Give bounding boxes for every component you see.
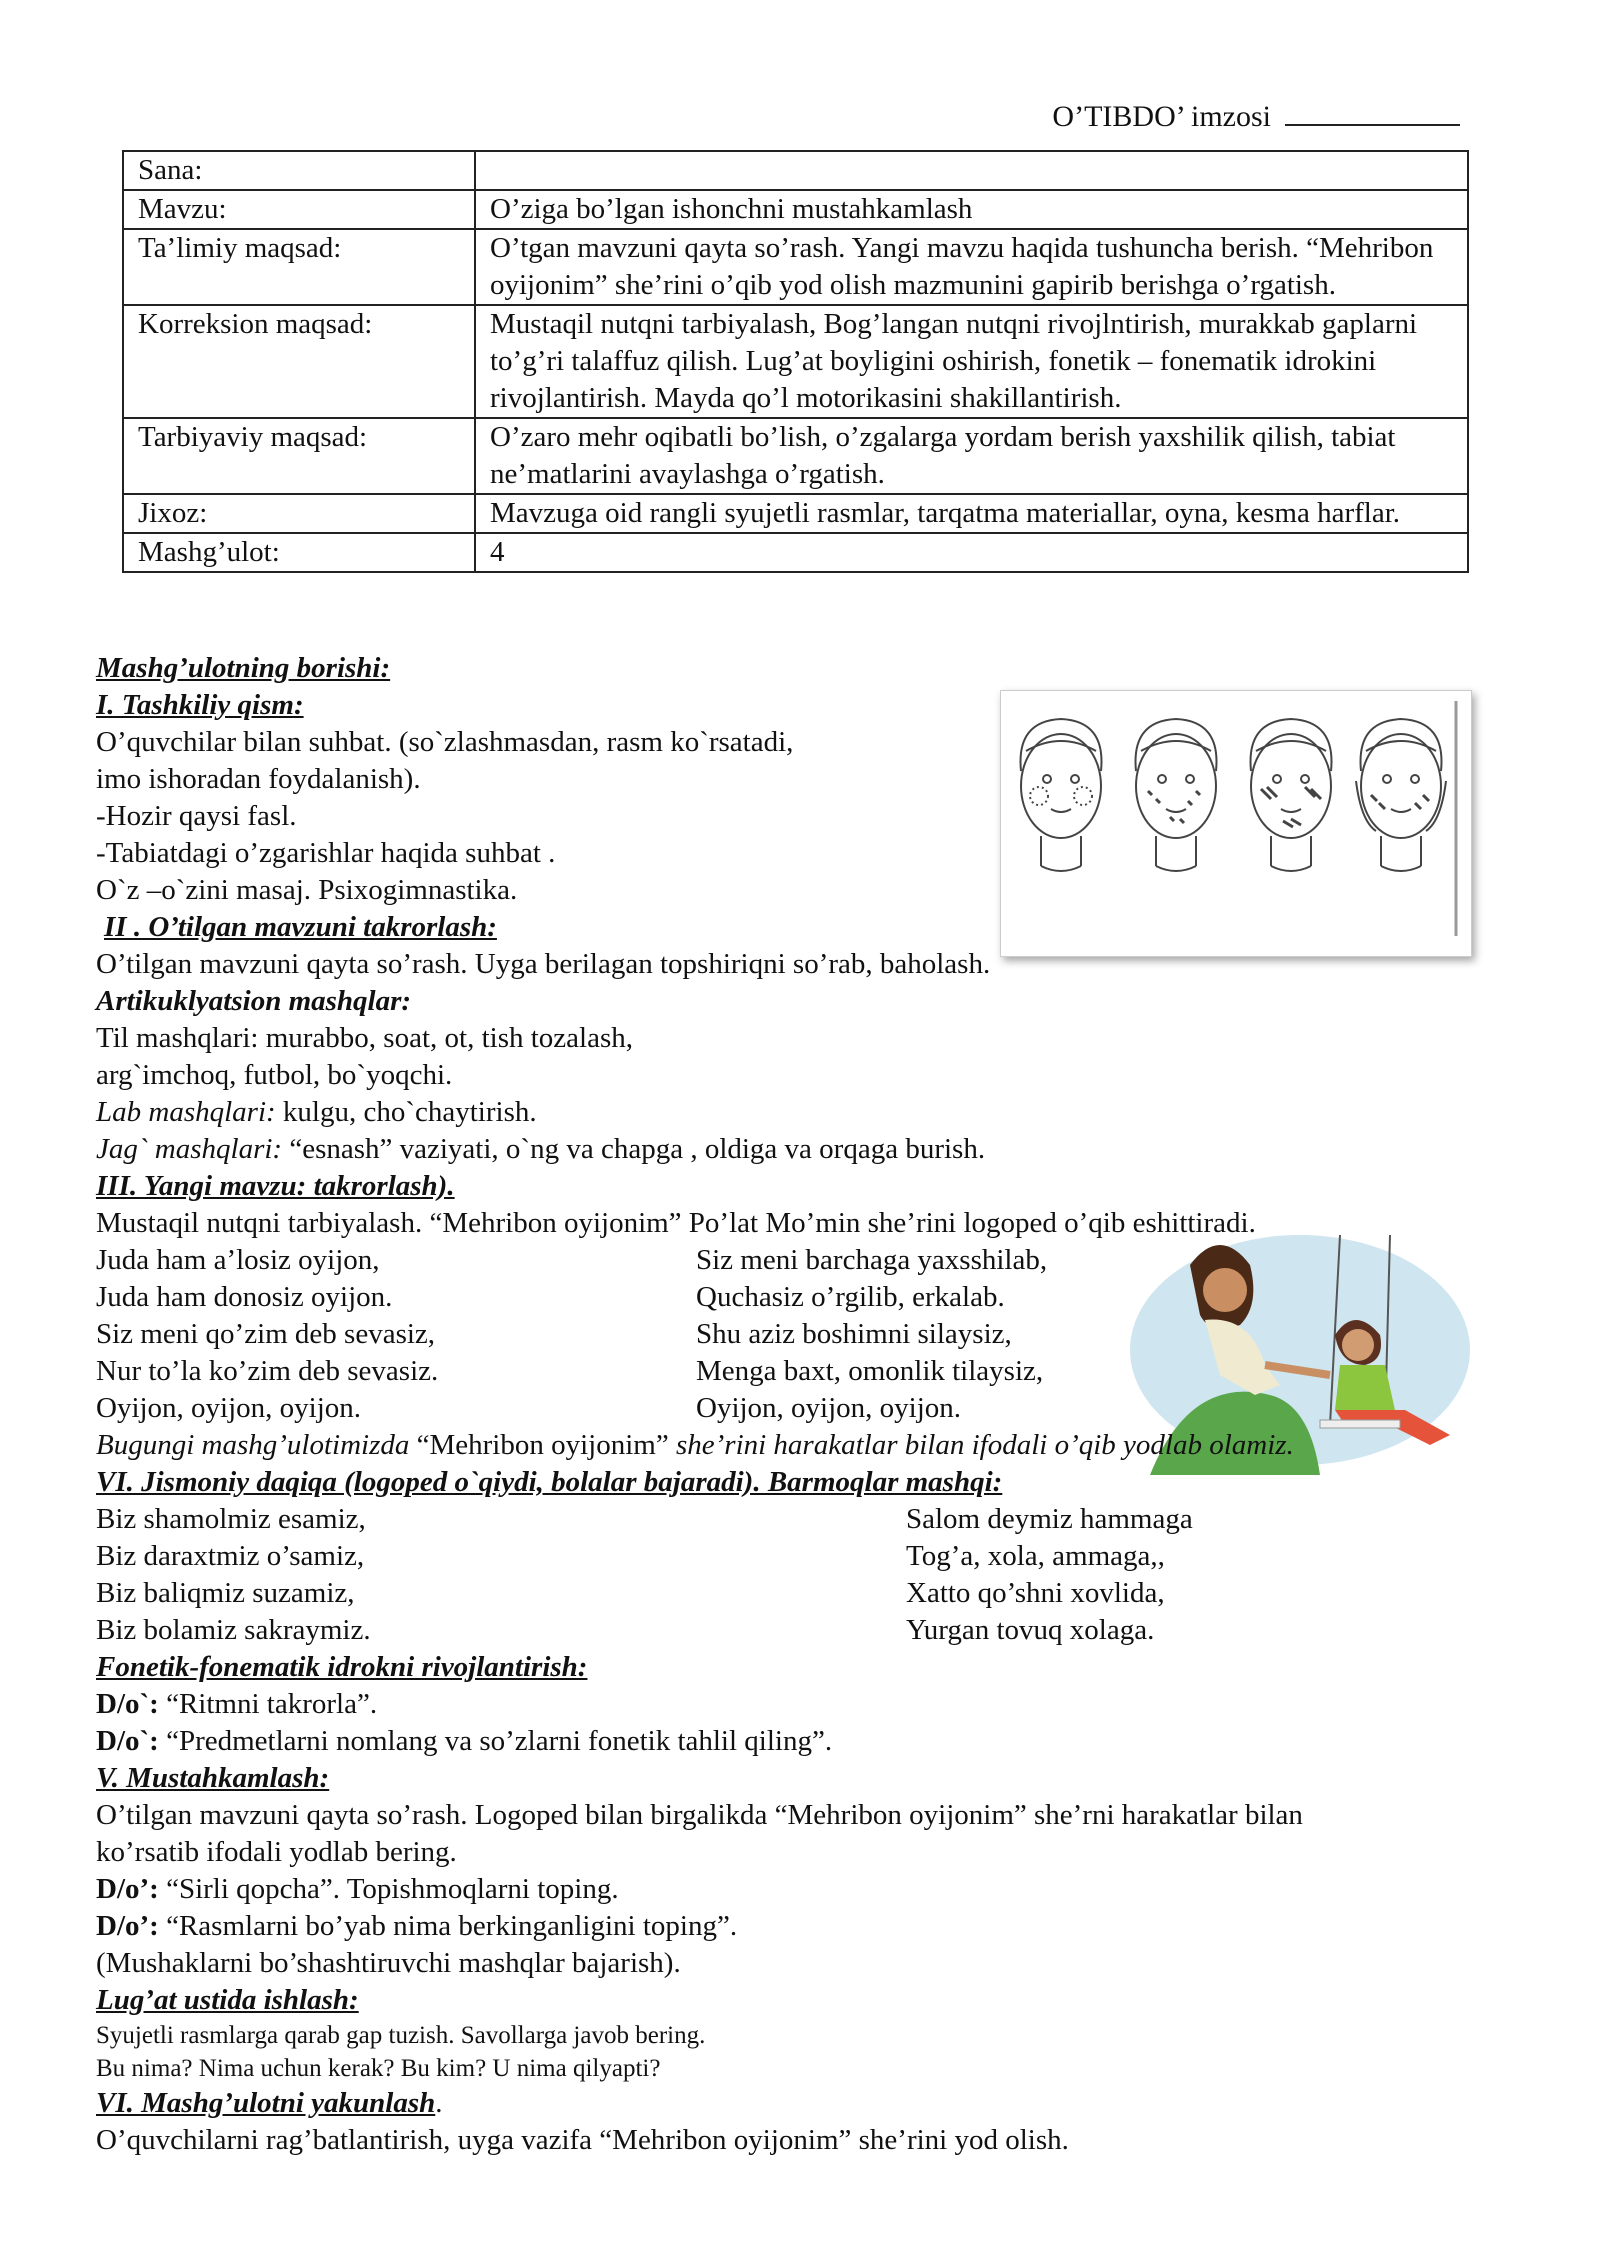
row-value: O’zaro mehr oqibatli bo’lish, o’zgalarga yordam berish yaxshilik qilish, tabiat ne’matlarini avaylashga o’rgatish.	[475, 418, 1468, 494]
text-line	[96, 1871, 1496, 1908]
table-row	[123, 494, 1468, 533]
text-line	[96, 1686, 1496, 1723]
row-value: O’tgan mavzuni qayta so’rash. Yangi mavzu haqida tushuncha berish. “Mehribon oyijonim” she’rini o’qib yod olish mazmunini gapirib berishga o’rgatish.	[475, 229, 1468, 305]
row-key: Jixoz:	[123, 494, 475, 533]
subheading-artikulyatsion: Artikuklyatsion mashqlar:	[96, 985, 412, 1017]
bugungi-part: she’rini harakatlar bilan ifodali o’qib yodlab olamiz.	[668, 1429, 1294, 1461]
text-line: imo ishoradan foydalanish).	[96, 763, 421, 795]
text-line: arg`imchoq, futbol, bo`yoqchi.	[96, 1059, 453, 1091]
text-line	[96, 1427, 1496, 1464]
signature-line	[1285, 98, 1460, 126]
text-line: O’quvchilarni rag’batlantirish, uyga vazifa “Mehribon oyijonim” she’rini yod olish.	[96, 2124, 1069, 2156]
table-row	[123, 190, 1468, 229]
exercise-rhymes-block	[96, 1501, 1496, 1649]
rhyme-line: Tog’a, xola, ammaga,,	[906, 1540, 1165, 1572]
row-key: Korreksion maqsad:	[123, 305, 475, 418]
row-value	[475, 151, 1468, 190]
poem-block	[96, 1242, 1496, 1427]
lab-text: kulgu, cho`chaytirish.	[275, 1096, 537, 1128]
row-value: 4	[475, 533, 1468, 572]
text-line: O’quvchilar bilan suhbat. (so`zlashmasdan, rasm ko`rsatadi,	[96, 726, 794, 758]
section-heading-lugat: Lug’at ustida ishlash:	[96, 1984, 359, 2016]
poem-line: Oyijon, oyijon, oyijon.	[696, 1392, 962, 1424]
section-heading-yakunlash: VI. Mashg’ulotni yakunlash.	[96, 2087, 443, 2119]
rhyme-line: Biz bolamiz sakraymiz.	[96, 1614, 371, 1646]
lab-label: Lab mashqlari:	[96, 1096, 276, 1128]
bugungi-part: Bugungi mashg’ulotimizda	[96, 1429, 417, 1461]
rhyme-left-column	[96, 1501, 371, 1649]
text-line: Bu nima? Nima uchun kerak? Bu kim? U nima qilyapti?	[96, 2055, 661, 2082]
poem-line: Shu aziz boshimni silaysiz,	[696, 1318, 1012, 1350]
rhyme-line: Xatto qo’shni xovlida,	[906, 1577, 1165, 1609]
section-heading-tashkiliy: I. Tashkiliy qism:	[96, 689, 304, 721]
table-row	[123, 533, 1468, 572]
poem-line: Juda ham a’losiz oyijon,	[96, 1244, 380, 1276]
section-heading-yangi-mavzu: III. Yangi mavzu: takrorlash).	[96, 1170, 455, 1202]
row-key: Tarbiyaviy maqsad:	[123, 418, 475, 494]
rhyme-right-column	[906, 1501, 1193, 1649]
lesson-body	[96, 650, 1496, 2159]
rhyme-line: Biz baliqmiz suzamiz,	[96, 1577, 355, 1609]
game-label: D/o’:	[96, 1910, 159, 1942]
signature-label: O’TIBDO’ imzosi	[1052, 100, 1271, 133]
game-label: D/o`:	[96, 1725, 159, 1757]
section-heading-jismoniy: VI. Jismoniy daqiqa (logoped o`qiydi, bolalar bajaradi). Barmoqlar mashqi:	[96, 1466, 1003, 1498]
jag-label: Jag` mashqlari:	[96, 1133, 283, 1165]
poem-line: Siz meni barchaga yaxsshilab,	[696, 1244, 1048, 1276]
text-line	[96, 1908, 1496, 1945]
table-row	[123, 229, 1468, 305]
rhyme-line: Biz shamolmiz esamiz,	[96, 1503, 366, 1535]
table-row	[123, 305, 1468, 418]
text-line: Mustaqil nutqni tarbiyalash. “Mehribon oyijonim” Po’lat Mo’min she’rini logoped o’qib eshittiradi.	[96, 1207, 1256, 1239]
game-label: D/o`:	[96, 1688, 159, 1720]
poem-right-column	[696, 1242, 1047, 1427]
section-heading-takrorlash: II . O’tilgan mavzuni takrorlash:	[104, 911, 497, 943]
text-line: O’tilgan mavzuni qayta so’rash. Logoped bilan birgalikda “Mehribon oyijonim” she’rni harakatlar bilan	[96, 1799, 1303, 1831]
rhyme-line: Salom deymiz hammaga	[906, 1503, 1193, 1535]
table-row	[123, 418, 1468, 494]
game-text: “Ritmni takrorla”.	[158, 1688, 378, 1720]
row-value: O’ziga bo’lgan ishonchni mustahkamlash	[475, 190, 1468, 229]
poem-left-column	[96, 1242, 438, 1427]
section-heading-mustahkamlash: V. Mustahkamlash:	[96, 1762, 330, 1794]
table-row	[123, 151, 1468, 190]
section-heading-borishi: Mashg’ulotning borishi:	[96, 652, 391, 684]
row-value: Mavzuga oid rangli syujetli rasmlar, tarqatma materiallar, oyna, kesma harflar.	[475, 494, 1468, 533]
game-label: D/o’:	[96, 1873, 159, 1905]
row-value: Mustaqil nutqni tarbiyalash, Bog’langan nutqni rivojlntirish, murakkab gaplarni to’g’ri talaffuz qilish. Lug’at boyligini oshirish, fonetik – fonematik idrokini rivojlantirish. Mayda qo’l motorikasini shakillantirish.	[475, 305, 1468, 418]
poem-line: Nur to’la ko’zim deb sevasiz.	[96, 1355, 439, 1387]
rhyme-line: Yurgan tovuq xolaga.	[906, 1614, 1155, 1646]
text-line: Syujetli rasmlarga qarab gap tuzish. Savollarga javob bering.	[96, 2022, 706, 2049]
text-line: O’tilgan mavzuni qayta so’rash. Uyga berilagan topshiriqni so’rab, baholash.	[96, 948, 991, 980]
row-key: Mashg’ulot:	[123, 533, 475, 572]
poem-line: Quchasiz o’rgilib, erkalab.	[696, 1281, 1005, 1313]
section-heading-fonetik: Fonetik-fonematik idrokni rivojlantirish:	[96, 1651, 588, 1683]
text-line: O`z –o`zini masaj. Psixogimnastika.	[96, 874, 518, 906]
bugungi-title: “Mehribon oyijonim”	[416, 1429, 669, 1461]
text-line	[96, 1131, 1496, 1168]
poem-line: Oyijon, oyijon, oyijon.	[96, 1392, 362, 1424]
text-line: Til mashqlari: murabbo, soat, ot, tish tozalash,	[96, 1022, 633, 1054]
text-line	[96, 1094, 1496, 1131]
rhyme-line: Biz daraxtmiz o’samiz,	[96, 1540, 365, 1572]
yakunlash-title: VI. Mashg’ulotni yakunlash	[96, 2087, 436, 2119]
text-line	[96, 1723, 1496, 1760]
row-key: Mavzu:	[123, 190, 475, 229]
text-line: ko’rsatib ifodali yodlab bering.	[96, 1836, 457, 1868]
jag-text: “esnash” vaziyati, o`ng va chapga , oldiga va orqaga burish.	[282, 1133, 986, 1165]
text-line: -Hozir qaysi fasl.	[96, 800, 297, 832]
text-line: -Tabiatdagi o’zgarishlar haqida suhbat .	[96, 837, 556, 869]
poem-line: Siz meni qo’zim deb sevasiz,	[96, 1318, 436, 1350]
game-text: “Rasmlarni bo’yab nima berkinganligini toping”.	[158, 1910, 738, 1942]
row-key: Ta’limiy maqsad:	[123, 229, 475, 305]
signature-field	[1052, 98, 1460, 134]
poem-line: Juda ham donosiz oyijon.	[96, 1281, 393, 1313]
lesson-info-table	[122, 150, 1469, 573]
poem-line: Menga baxt, omonlik tilaysiz,	[696, 1355, 1044, 1387]
game-text: “Sirli qopcha”. Topishmoqlarni toping.	[158, 1873, 619, 1905]
row-key: Sana:	[123, 151, 475, 190]
text-line: (Mushaklarni bo’shashtiruvchi mashqlar bajarish).	[96, 1947, 681, 1979]
game-text: “Predmetlarni nomlang va so’zlarni fonetik tahlil qiling”.	[158, 1725, 833, 1757]
